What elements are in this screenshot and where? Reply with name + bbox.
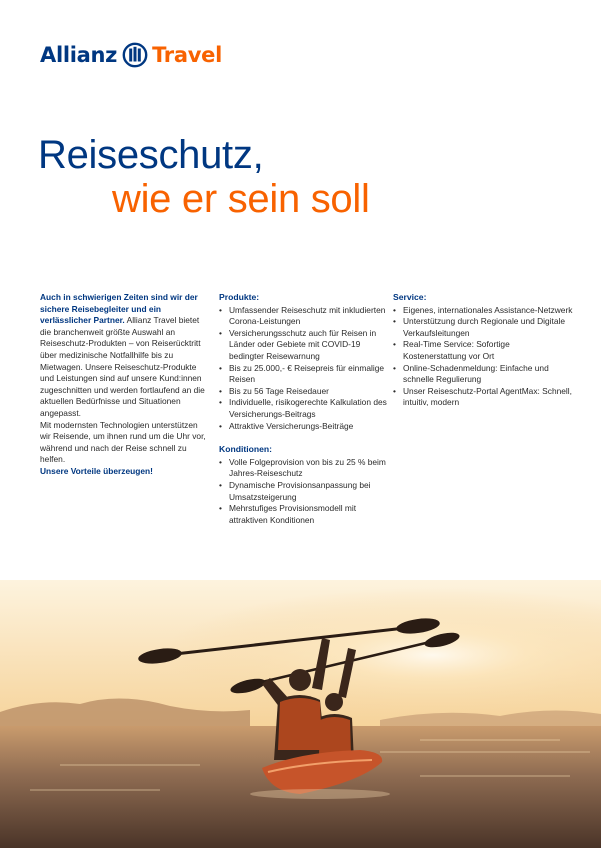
service-heading: Service: [393, 292, 427, 302]
produkte-heading: Produkte: [219, 292, 260, 302]
produkte-list [219, 305, 391, 433]
list-item: • Individuelle, risikogerechte Kalkulation des Versicherungs-Beitrags [219, 397, 391, 420]
list-item: • Bis zu 56 Tage Reisedauer [219, 386, 391, 398]
list-item: • Dynamische Provisionsanpassung bei Umsatzsteigerung [219, 480, 391, 503]
intro-closing: Unsere Vorteile überzeugen! [40, 465, 153, 476]
kayak-sunset-illustration [0, 580, 601, 848]
logo-text-travel: Travel [152, 42, 222, 67]
kayak-sunset-photo [0, 580, 601, 848]
konditionen-list [219, 457, 391, 527]
list-item: • Unterstützung durch Regionale und Digitale Verkaufsleitungen [393, 316, 573, 339]
intro-paragraph [40, 292, 210, 420]
list-item: • Bis zu 25.000,- € Reisepreis für einmalige Reisen [219, 363, 391, 386]
service-column [393, 292, 573, 409]
list-item: • Umfassender Reiseschutz mit inkludierten Corona-Leistungen [219, 305, 391, 328]
list-item: • Online-Schadenmeldung: Einfache und schnelle Regulierung [393, 363, 573, 386]
intro-paragraph-2: Mit modernsten Technologien unterstützen wir Reisende, um ihnen rund um die Uhr vor, während und nach der Reise schnell zu helfen. [40, 419, 206, 465]
intro-body: Allianz Travel bietet die branchenweit größte Auswahl an Reiseschutz-Produkten – von Reiserücktritt über medizinische Notfallhilfe bis zu Mietwagen. Unsere Reiseschutz-Produkte und Leistungen sind auf unsere Kund:innen zugeschnitten und werden fortlaufend an die aktuellen Bedürfnisse und Situationen angepasst. [40, 315, 205, 418]
list-item: • Versicherungsschutz auch für Reisen in Länder oder Gebiete mit COVID-19 bedingter Reisewarnung [219, 328, 391, 363]
list-item: • Mehrstufiges Provisionsmodell mit attraktiven Konditionen [219, 503, 391, 526]
allianz-eagle-pillars-icon [122, 42, 148, 68]
list-item: • Eigenes, internationales Assistance-Netzwerk [393, 305, 573, 317]
service-list [393, 305, 573, 409]
headline-line-1: Reiseschutz, [38, 133, 264, 177]
list-item: • Volle Folgeprovision von bis zu 25 % beim Jahres-Reiseschutz [219, 457, 391, 480]
list-item: • Real-Time Service: Sofortige Kostenerstattung vor Ort [393, 339, 573, 362]
brand-logo [40, 40, 222, 70]
page-headline [38, 133, 370, 221]
products-conditions-column [219, 292, 391, 526]
logo-text-allianz: Allianz [40, 42, 118, 67]
list-item: • Attraktive Versicherungs-Beiträge [219, 421, 391, 433]
intro-column [40, 292, 210, 478]
konditionen-heading: Konditionen: [219, 444, 272, 455]
headline-line-2: wie er sein soll [112, 177, 370, 221]
list-item: • Unser Reiseschutz-Portal AgentMax: Schnell, intuitiv, modern [393, 386, 573, 409]
intro-lead: Auch in schwierigen Zeiten sind wir der sichere Reisebegleiter und ein verlässlicher Partner. [40, 292, 198, 326]
